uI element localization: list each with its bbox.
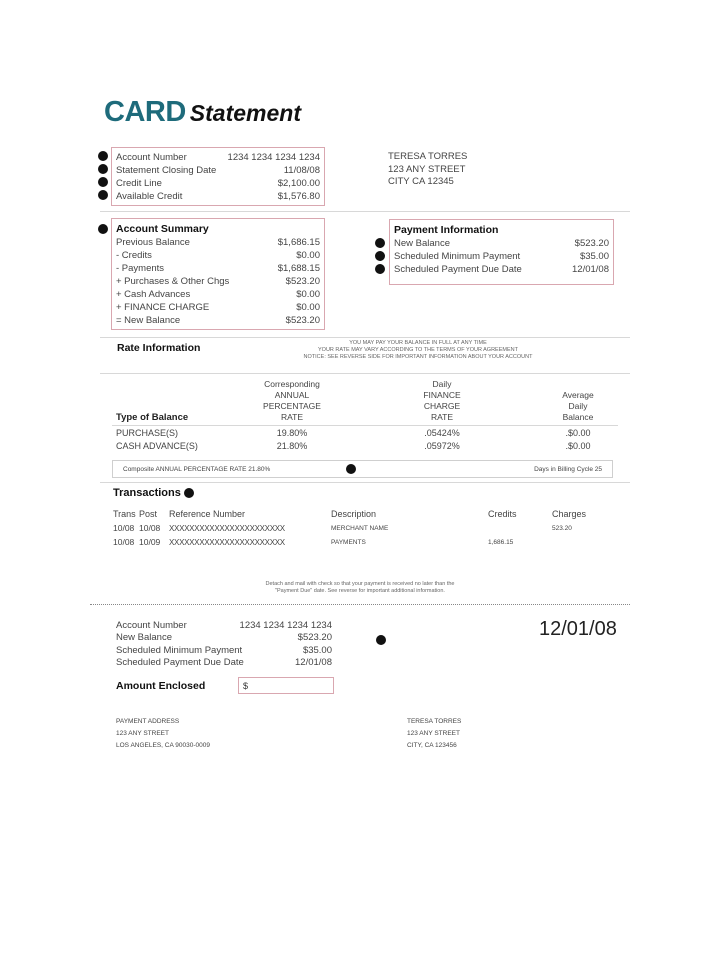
address-line: CITY, CA 123456 xyxy=(407,742,457,749)
available-credit-row xyxy=(116,190,320,203)
marker-i-icon xyxy=(375,264,385,274)
payment-information-title: Payment Information xyxy=(394,224,499,236)
address-line: TERESA TORRES xyxy=(407,718,462,725)
header-line: Average xyxy=(562,390,594,400)
address-line: CITY CA 12345 xyxy=(388,176,454,187)
label: Statement Closing Date xyxy=(116,165,217,176)
marker-c-icon xyxy=(98,177,108,187)
value: $0.00 xyxy=(296,302,320,313)
marker-d-icon xyxy=(98,190,108,200)
value: 12/01/08 xyxy=(295,657,332,669)
payinfo-row xyxy=(394,263,609,276)
col-post: Post xyxy=(139,509,158,519)
due-date-large: 12/01/08 xyxy=(539,618,617,640)
stub-row xyxy=(116,619,332,632)
col-trans: Trans xyxy=(113,509,136,519)
label: New Balance xyxy=(394,238,450,249)
label: + Cash Advances xyxy=(116,289,191,300)
label: Scheduled Minimum Payment xyxy=(394,251,521,262)
value: $523.20 xyxy=(297,632,332,644)
value: $523.20 xyxy=(285,276,320,287)
tear-line xyxy=(90,604,630,605)
account-summary-box xyxy=(111,218,325,330)
composite-apr: Composite ANNUAL PERCENTAGE RATE 21.80% xyxy=(123,465,271,473)
cell: 523.20 xyxy=(552,524,572,532)
col-adb xyxy=(538,390,618,423)
customer-address xyxy=(388,151,467,189)
header-line: FINANCE xyxy=(423,390,461,400)
marker-k-icon xyxy=(184,488,194,498)
label: New Balance xyxy=(116,632,172,644)
cell: .05972% xyxy=(424,440,460,451)
label: + FINANCE CHARGE xyxy=(116,302,210,313)
header-line: Balance xyxy=(562,412,594,422)
cell: MERCHANT NAME xyxy=(331,524,389,532)
payment-information-box xyxy=(389,219,614,285)
value: $0.00 xyxy=(296,250,320,261)
cell: .$0.00 xyxy=(565,427,591,438)
transactions-table xyxy=(113,507,613,549)
marker-j-icon xyxy=(346,464,356,474)
rate-information-title: Rate Information xyxy=(117,342,201,354)
payment-address xyxy=(116,716,210,752)
label: Scheduled Payment Due Date xyxy=(394,264,522,275)
value: $0.00 xyxy=(296,289,320,300)
col-type: Type of Balance xyxy=(116,412,189,423)
address-line: 123 ANY STREET xyxy=(388,163,466,175)
closing-date-row xyxy=(116,164,320,177)
divider xyxy=(100,211,630,212)
header-line: RATE xyxy=(430,412,454,422)
cell: 21.80% xyxy=(276,440,308,451)
value: $1,686.15 xyxy=(277,237,320,248)
col-credits: Credits xyxy=(488,509,517,519)
rate-table-header xyxy=(112,378,618,426)
value: $523.20 xyxy=(285,315,320,326)
col-ref: Reference Number xyxy=(169,509,246,519)
account-badges xyxy=(98,151,110,203)
amount-enclosed-field[interactable]: $ xyxy=(238,677,334,694)
header-line: CHARGE xyxy=(423,401,461,411)
summary-row xyxy=(116,249,320,262)
notice-line: NOTICE: SEE REVERSE SIDE FOR IMPORTANT INFORMATION ABOUT YOUR ACCOUNT xyxy=(303,354,533,360)
statement-title xyxy=(104,96,301,129)
col-daily xyxy=(392,379,492,423)
account-summary-title: Account Summary xyxy=(116,223,209,235)
cell: 10/08 xyxy=(113,523,135,533)
label: - Credits xyxy=(116,250,152,261)
account-number-row xyxy=(116,151,320,164)
value: $523.20 xyxy=(574,238,609,249)
cell: XXXXXXXXXXXXXXXXXXXXXXX xyxy=(169,523,285,533)
notice-line: "Payment Due" date. See reverse for important additional information. xyxy=(275,588,445,594)
composite-apr-box xyxy=(112,460,613,478)
marker-a-icon xyxy=(98,151,108,161)
address-line: 123 ANY STREET xyxy=(407,730,460,737)
value: $2,100.00 xyxy=(277,178,320,189)
transaction-row xyxy=(113,535,613,549)
label: Scheduled Minimum Payment xyxy=(116,644,243,656)
cell: 1,686.15 xyxy=(488,538,514,546)
credit-line-row xyxy=(116,177,320,190)
cell: 10/08 xyxy=(139,523,161,533)
col-desc: Description xyxy=(331,509,377,519)
title-text: Statement xyxy=(189,100,301,126)
payinfo-row xyxy=(394,237,609,250)
value: $35.00 xyxy=(302,644,332,656)
value: $1,576.80 xyxy=(277,191,320,202)
payinfo-row xyxy=(394,250,609,263)
header-line: Daily xyxy=(432,379,452,389)
marker-l-icon xyxy=(376,635,386,645)
label: Previous Balance xyxy=(116,237,190,248)
rate-row xyxy=(112,426,618,439)
value: 12/01/08 xyxy=(572,264,609,275)
notice-line: YOU MAY PAY YOUR BALANCE IN FULL AT ANY TIME xyxy=(349,340,487,346)
billing-cycle-days: Days in Billing Cycle 25 xyxy=(534,465,602,473)
summary-row xyxy=(116,301,320,314)
label: + Purchases & Other Chgs xyxy=(116,276,230,287)
brand-logo-text: CARD xyxy=(104,96,186,128)
marker-h-icon xyxy=(375,251,385,261)
divider xyxy=(100,337,630,338)
divider xyxy=(100,482,630,483)
rate-notice xyxy=(268,340,568,361)
value: $35.00 xyxy=(579,251,609,262)
summary-row xyxy=(116,288,320,301)
payment-badges xyxy=(375,238,387,277)
value: $1,688.15 xyxy=(277,263,320,274)
rate-row xyxy=(112,439,618,452)
return-address xyxy=(407,716,461,752)
col-charges: Charges xyxy=(552,509,587,519)
transactions-title xyxy=(113,487,194,499)
address-line: 123 ANY STREET xyxy=(116,730,169,737)
address-line: LOS ANGELES, CA 90030-0009 xyxy=(116,742,210,749)
marker-b-icon xyxy=(98,164,108,174)
col-apr xyxy=(252,379,332,423)
transaction-row xyxy=(113,521,613,535)
summary-row xyxy=(116,236,320,249)
value: 1234 1234 1234 1234 xyxy=(227,152,320,163)
label: = New Balance xyxy=(116,315,181,326)
transactions-label: Transactions xyxy=(113,487,181,499)
summary-row xyxy=(116,275,320,288)
address-line: PAYMENT ADDRESS xyxy=(116,718,180,725)
header-line: RATE xyxy=(280,412,304,422)
divider xyxy=(100,373,630,374)
label: Scheduled Payment Due Date xyxy=(116,657,244,669)
label: - Payments xyxy=(116,263,165,274)
rate-table xyxy=(112,378,618,452)
cell: PURCHASE(S) xyxy=(116,427,179,438)
header-line: Daily xyxy=(568,401,588,411)
cell: PAYMENTS xyxy=(331,538,366,546)
marker-g-icon xyxy=(375,238,385,248)
address-line: TERESA TORRES xyxy=(388,151,468,162)
amount-enclosed-row xyxy=(116,677,334,694)
cell: .$0.00 xyxy=(565,440,591,451)
label: Account Number xyxy=(116,152,187,163)
marker-f-icon xyxy=(98,224,108,234)
cell: CASH ADVANCE(S) xyxy=(116,440,198,451)
cell: 19.80% xyxy=(276,427,308,438)
summary-row xyxy=(116,262,320,275)
account-info-box xyxy=(111,147,325,206)
cell: 10/09 xyxy=(139,537,161,547)
label: Credit Line xyxy=(116,178,162,189)
notice-line: YOUR RATE MAY VARY ACCORDING TO THE TERMS OF YOUR AGREEMENT xyxy=(318,347,518,353)
label: Available Credit xyxy=(116,191,183,202)
payment-stub xyxy=(116,619,332,669)
stub-row xyxy=(116,632,332,645)
label: Account Number xyxy=(116,619,187,631)
value: 11/08/08 xyxy=(283,165,320,176)
detach-notice xyxy=(220,581,500,595)
amount-enclosed-label: Amount Enclosed xyxy=(116,679,206,692)
value: 1234 1234 1234 1234 xyxy=(239,619,332,631)
cell: .05424% xyxy=(424,427,460,438)
notice-line: Detach and mail with check so that your payment is received no later than the xyxy=(265,581,455,587)
stub-row xyxy=(116,644,332,657)
stub-row xyxy=(116,657,332,670)
cell: XXXXXXXXXXXXXXXXXXXXXXX xyxy=(169,537,285,547)
header-line: PERCENTAGE xyxy=(263,401,321,411)
header-line: Corresponding xyxy=(264,379,320,389)
cell: 10/08 xyxy=(113,537,135,547)
transactions-header xyxy=(113,507,613,521)
summary-row xyxy=(116,314,320,327)
header-line: ANNUAL xyxy=(274,390,310,400)
